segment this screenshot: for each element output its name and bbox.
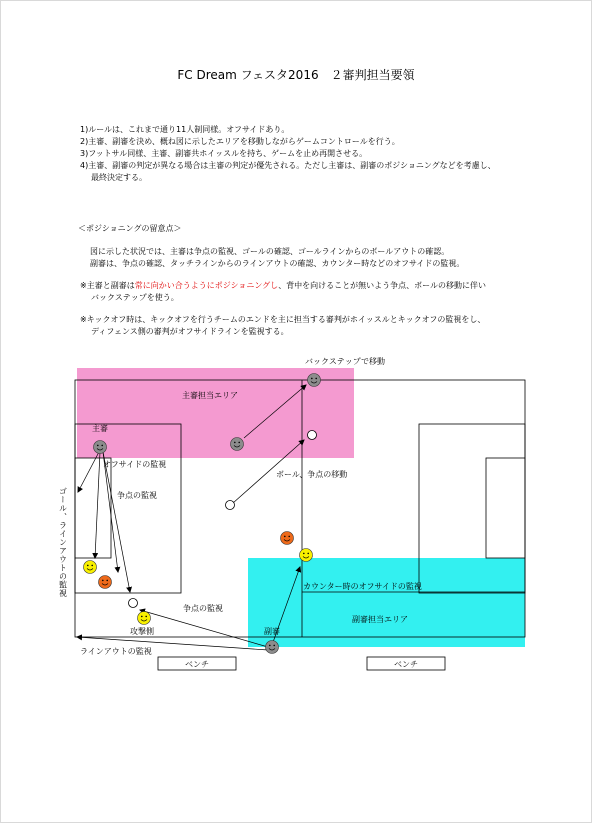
player-yellow-icon: [84, 561, 97, 574]
attack-side-label: 攻撃側: [130, 627, 154, 636]
positioning-line: 図に示した状況では、主審は争点の監視、ゴールの確認、ゴールラインからのボールアウトの確認。: [90, 247, 450, 256]
rule-item: 1)ルールは、これまで通り11人制同様。オフサイドあり。: [80, 125, 290, 134]
arrow-goal-watch: [95, 452, 100, 558]
offside-watch-label: オフサイドの監視: [103, 460, 167, 469]
backstep-label: バックステップで移動: [305, 357, 385, 366]
ball-icon: [308, 431, 317, 440]
note-facing-suffix: 、背中を向けることが無いよう争点、ボールの移動に伴い: [278, 281, 487, 290]
note-kickoff-line2: ディフェンス側の審判がオフサイドラインを監視する。: [91, 327, 289, 336]
positioning-heading: ＜ポジショニングの留意点＞: [78, 224, 182, 233]
ball-movement-label: ボール、争点の移動: [276, 470, 348, 479]
rule-item: 4)主審、副審の判定が異なる場合は主審の判定が優先される。ただし主審は、副審のポジショニングなどを考慮し、: [80, 161, 496, 170]
assistant-label: 副審: [264, 627, 280, 636]
contest-watch-label-2: 争点の監視: [183, 604, 223, 613]
referee-icon: [308, 374, 321, 387]
ball-icon: [129, 599, 138, 608]
bench-left-label: ベンチ: [185, 660, 209, 669]
rule-item-continuation: 最終決定する。: [91, 173, 147, 182]
note-facing-prefix: ※主審と副審は: [80, 281, 135, 290]
lineout-watch-label: ラインアウトの監視: [80, 647, 152, 656]
bench-right-label: ベンチ: [394, 660, 418, 669]
positioning-line: 副審は、争点の確認、タッチラインからのラインアウトの確認、カウンター時などのオフサイドの監視。: [90, 259, 465, 268]
right-goal-area: [486, 458, 525, 558]
player-yellow-icon: [138, 612, 151, 625]
page-title: FC Dream フェスタ2016 ２審判担当要領: [177, 68, 415, 82]
contest-watch-label-1: 争点の監視: [117, 491, 157, 500]
player-red-icon: [99, 576, 112, 589]
counter-offside-label: カウンター時のオフサイドの監視: [303, 582, 422, 591]
arrow-contest-2: [103, 452, 130, 592]
arrow-contest-1: [103, 452, 118, 572]
player-yellow-icon: [300, 549, 313, 562]
note-facing-line2: バックステップを使う。: [91, 293, 179, 302]
assistant-referee-icon: [266, 641, 279, 654]
player-red-icon: [281, 532, 294, 545]
note-kickoff-line1: ※キックオフ時は、キックオフを行うチームのエンドを主に担当する審判がホイッスルとキックオフの監視をし、: [80, 315, 486, 324]
main-area-label: 主審担当エリア: [182, 391, 238, 400]
ball-icon: [226, 501, 235, 510]
rule-item: 3)フットサル同様、主審、副審共ホイッスルを持ち、ゲームを止め再開させる。: [80, 149, 368, 158]
goal-lineout-vertical-label: ゴール、ラインアウトの監視: [58, 487, 68, 598]
assistant-referee-area: [248, 558, 525, 647]
rule-item: 2)主審、副審を決め、概ね図に示したエリアを移動しながらゲームコントロールを行う。: [80, 137, 400, 146]
referee-icon: [231, 438, 244, 451]
assistant-area-label: 副審担当エリア: [352, 615, 408, 624]
note-facing-highlight: 常に向かい合うようにポジショニングし: [134, 281, 279, 290]
main-referee-icon: [94, 441, 107, 454]
referee-label: 主審: [92, 424, 108, 433]
